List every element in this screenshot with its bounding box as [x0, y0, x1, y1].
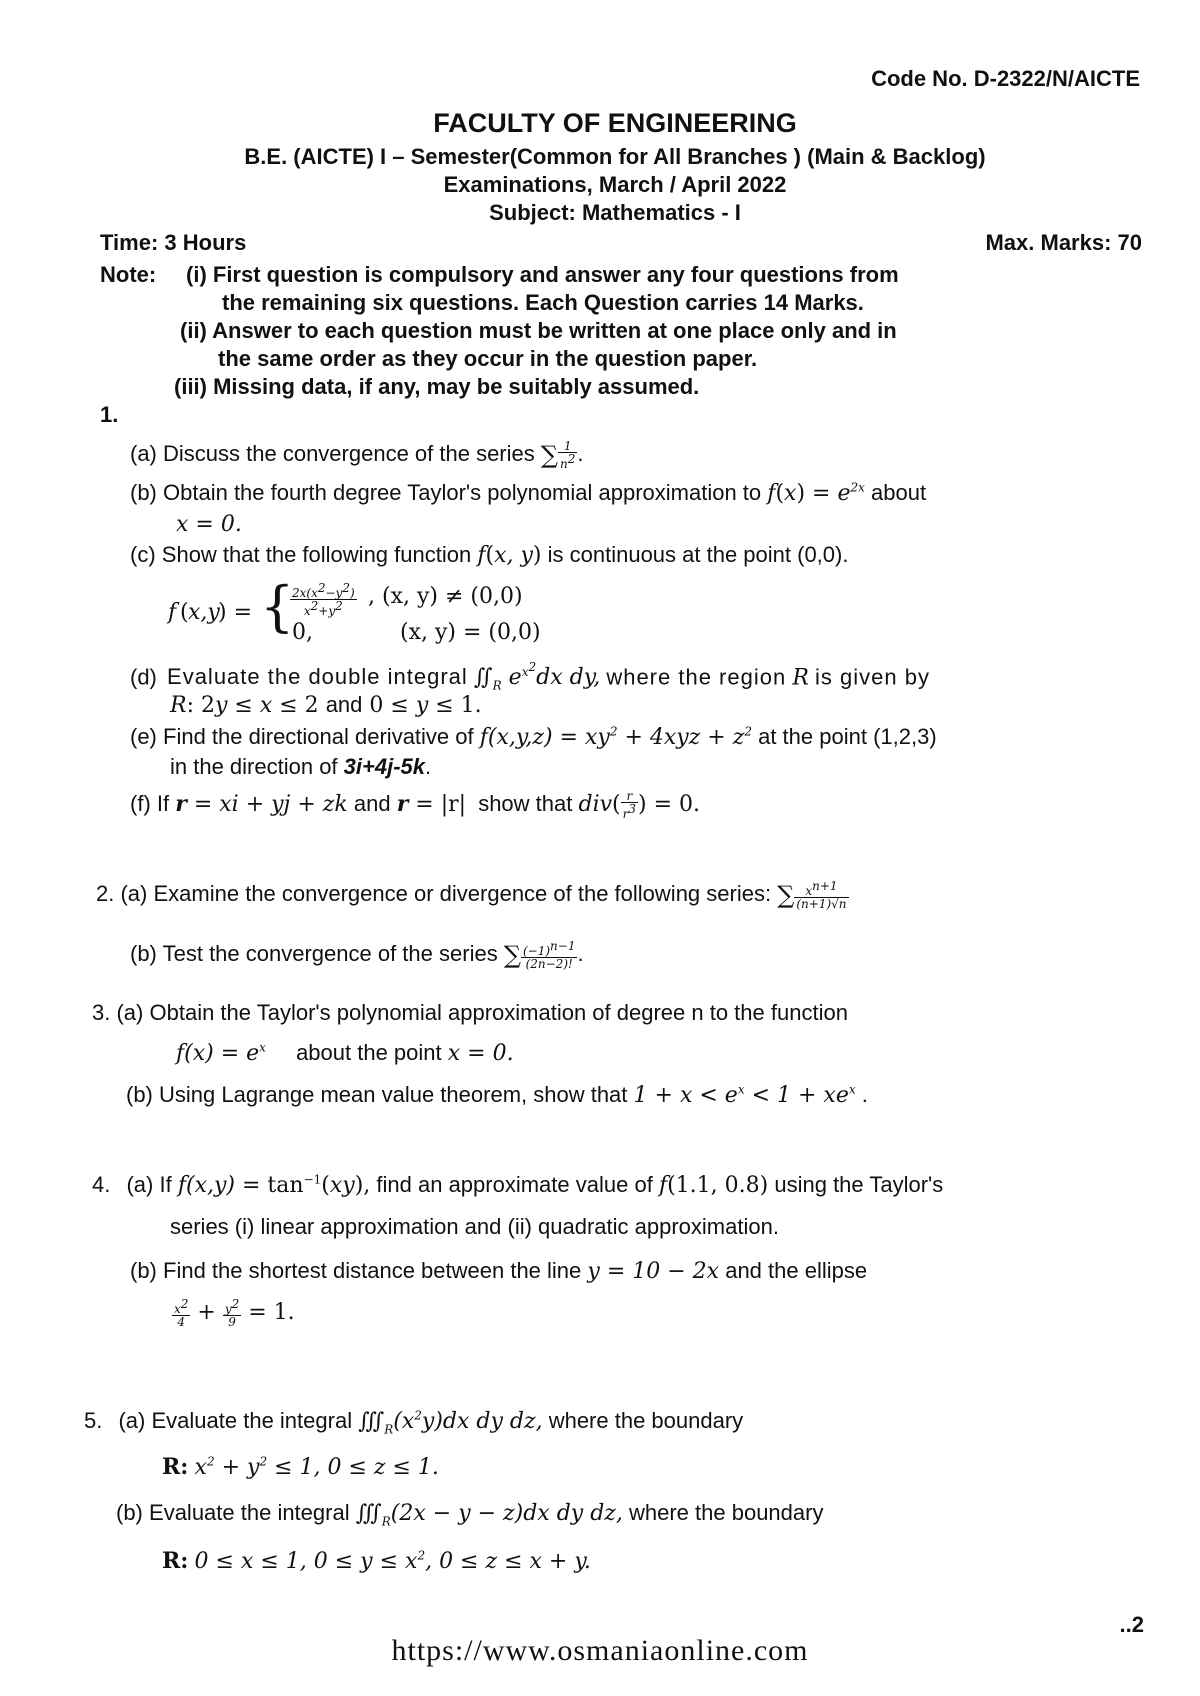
- q4a-line-2: series (i) linear approximation and (ii) quadratic approximation.: [170, 1214, 779, 1239]
- q5a: 5. (a) Evaluate the integral $∭_R(x^2y)dx$ dy dz, where the boundary: [84, 1408, 744, 1437]
- note-3: (iii) Missing data, if any, may be suitably assumed.: [174, 374, 700, 399]
- q1-number: 1.: [100, 402, 119, 427]
- q1e-line-1: (e) Find the directional derivative of $f(x,y,z) = xy^2 + 4xyz + z^2$ at the point (1,2,3): [130, 724, 937, 750]
- note-1-line-1: (i) First question is compulsory and answer any four questions from: [186, 262, 899, 287]
- q2b: (b) Test the convergence of the series ∑ $\frac{(-1)^{n-1}}{(2n-2)!}$ .: [130, 939, 584, 971]
- faculty-title: FACULTY OF ENGINEERING: [433, 108, 797, 138]
- q5a-region: R: $x^2 + y^2 \le 1$, 0 ≤ z ≤ 1.: [162, 1454, 439, 1480]
- q1d-line-2: R: 2y ≤ x ≤ 2 and 0 ≤ y ≤ 1.: [170, 692, 482, 718]
- footer-url[interactable]: https://www.osmaniaonline.com: [391, 1634, 809, 1667]
- q3b: (b) Using Lagrange mean value theorem, show that $1 + x < e^x < 1 + xe^x$ .: [126, 1082, 868, 1108]
- note-2-line-2: the same order as they occur in the question paper.: [218, 346, 758, 371]
- max-marks: Max. Marks: 70: [985, 230, 1142, 255]
- q3a-function: $f(x) = e^x$ about the point x = 0.: [176, 1040, 514, 1066]
- q3a: 3. (a) Obtain the Taylor's polynomial approximation of degree n to the function: [92, 1000, 848, 1025]
- course-line: B.E. (AICTE) I – Semester(Common for All Branches ) (Main & Backlog): [244, 144, 986, 169]
- subject-line: Subject: Mathematics - I: [489, 200, 741, 225]
- note-2-line-1: (ii) Answer to each question must be written at one place only and in: [180, 318, 897, 343]
- exam-line: Examinations, March / April 2022: [443, 172, 787, 197]
- q5b: (b) Evaluate the integral $∭_R(2x - y - z)dx$ dy dz, where the boundary: [116, 1500, 824, 1529]
- q4b-ellipse: $\frac{x^2}{4}$ + $\frac{y^2}{9}$ = 1.: [174, 1297, 295, 1329]
- q4b: (b) Find the shortest distance between the line y = 10 − 2x and the ellipse: [130, 1258, 868, 1284]
- question-paper-page: Code No. D-2322/N/AICTE FACULTY OF ENGINEERING B.E. (AICTE) I – Semester(Common for All Branches ) (Main & Backlog) Examinations, March / April 2022 Subject: Mathematics - I Time: 3 Hours Max. Marks: 70 Note: (i) First question is compulsory and answer any four questions from the remaining six questions. Each Question carries 14 Marks. (ii) Answer to each question must be written at one place only and in the same order as they occur in the question paper. (iii) Missing data, if any, may be suitably assumed. 1. (a) Discuss the convergence of the series ∑ $\frac{1}{n^2}$ . (b) Obtain the fourth degree Taylor's polynomial approximation to $f(x) = e^{2x}$ about x = 0. (c) Show that the following function f(x, y) is continuous at the point (0,0). f ( x,y ) = { $\frac{2x(x^2-y^2)}{x^2+y^2}$ , (x, y) ≠ (0,0) 0, (x, y) = (0,0) (d) Evaluate the double integral $∬_R$ $e^{x^2}dx$ dy, where the region R is given by R: 2y ≤ x ≤ 2 and 0 ≤ y ≤ 1. (e) Find the directional derivative of $f(x,y,z) = xy^2 + 4xyz + z^2$ at the point (1,2,3) in the direction of 3i+4j-5k. (f) If r = xi + yj + zk and r = |r| show that div( $\frac{r}{r^3}$ ) = 0. 2. (a) Examine the convergence or divergence of the following series: ∑ $\frac{x^{n+1}}{(n+1)√n}$ (b) Test the convergence of the series ∑ $\frac{(-1)^{n-1}}{(2n-2)!}$ . 3. (a) Obtain the Taylor's polynomial approximation of degree n to the function $f(x) = e^x$ about the point x = 0. (b) Using Lagrange mean value theorem, show that $1 + x < e^x < 1 + xe^x$ . 4. (a) If $f(x,y) = \tan^{-1}(xy)$, find an approximate value of f(1.1, 0.8) using the Taylor's series (i) linear approximation and (ii) quadratic approximation. (b) Find the shortest distance between the line y = 10 − 2x and the ellipse $\frac{x^2}{4}$ + $\frac{y^2}{9}$ = 1. 5. (a) Evaluate the integral $∭_R(x^2y)dx$ dy dz, where the boundary R: $x^2 + y^2 \le 1$, 0 ≤ z ≤ 1. (b) Evaluate the integral $∭_R(2x - y - z)dx$ dy dz, where the boundary R: 0 ≤ x ≤ 1, $0 \le y \le x^2$, 0 ≤ z ≤ x + y. ..2 https://www.osmaniaonline.com: [0, 0, 1200, 1696]
- q1f: (f) If r = xi + yj + zk and r = |r| show that div( $\frac{r}{r^3}$ ) = 0.: [130, 789, 701, 821]
- q1d-line-1: (d) Evaluate the double integral $∬_R$ $e^{x^2}dx$ dy, where the region R is given by: [130, 660, 930, 693]
- note-1-line-2: the remaining six questions. Each Question carries 14 Marks.: [222, 290, 864, 315]
- q1b: (b) Obtain the fourth degree Taylor's polynomial approximation to $f(x) = e^{2x}$ about: [130, 480, 927, 506]
- q4a-line-1: 4. (a) If $f(x,y) = \tan^{-1}(xy)$, find an approximate value of f(1.1, 0.8) using the Taylor's: [92, 1172, 944, 1198]
- page-continuation-marker: ..2: [1119, 1612, 1144, 1637]
- code-number: Code No. D-2322/N/AICTE: [871, 66, 1140, 91]
- time-allowed: Time: 3 Hours: [100, 230, 247, 255]
- q1a: (a) Discuss the convergence of the series ∑ $\frac{1}{n^2}$ .: [130, 439, 584, 471]
- q1c: (c) Show that the following function f(x, y) is continuous at the point (0,0).: [130, 542, 849, 568]
- q2a: 2. (a) Examine the convergence or divergence of the following series: ∑ $\frac{x^{n+1}}{(n+1)√n}$: [96, 879, 847, 911]
- q5b-region: R: 0 ≤ x ≤ 1, $0 \le y \le x^2$, 0 ≤ z ≤ x + y.: [162, 1548, 591, 1574]
- q1b-point: x = 0.: [176, 512, 242, 537]
- note-label: Note:: [100, 262, 157, 287]
- q1e-line-2: in the direction of 3i+4j-5k.: [170, 754, 432, 779]
